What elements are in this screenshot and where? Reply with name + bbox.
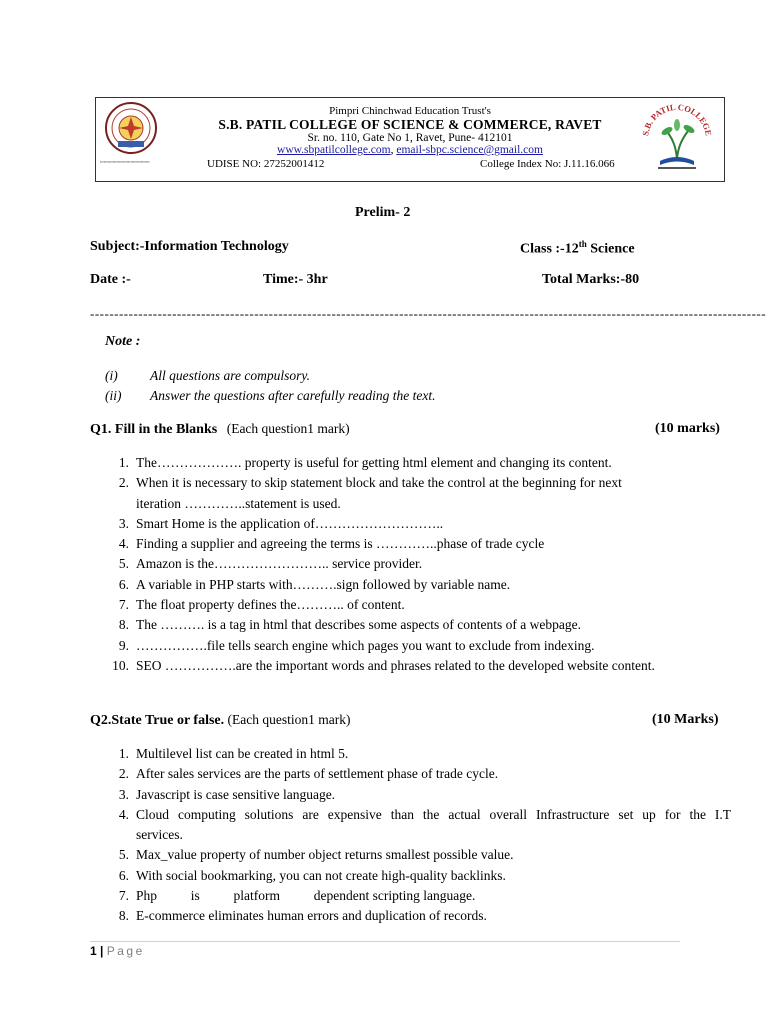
note-marker-2: (ii) [105,388,122,403]
sb-patil-college-logo [636,101,718,175]
footer-divider [90,941,680,942]
trust-name: Pimpri Chinchwad Education Trust's [329,105,491,117]
date-label: Date :- [90,272,131,287]
q1-instruction: (Each question1 mark) [226,421,350,436]
q2-heading [90,712,351,729]
divider-line: -------------------------------------------------------------------------------------------------------------------------------------------- [90,306,767,321]
website-link[interactable]: www.sbpatilcollege.com [277,144,391,156]
list-item: 4. Cloud computing solutions are expensive than the actual overall Infrastructure set up for the I.T services. [118,806,731,843]
college-index-number: College Index No: J.11.16.066 [480,158,615,170]
college-name: S.B. PATIL COLLEGE OF SCIENCE & COMMERCE, RAVET [218,117,602,132]
college-header [95,97,725,182]
time-label: Time:- 3hr [263,272,328,287]
link-separator: , [390,144,397,156]
udise-number: UDISE NO: 27252001412 [207,158,325,170]
list-item: 3. Javascript is case sensitive language. [118,786,336,802]
list-item: 2. After sales services are the parts of settlement phase of trade cycle. [118,766,499,782]
exam-title: Prelim- 2 [355,205,411,220]
list-item: 2. When it is necessary to skip statement block and take the control at the beginning for next iteration …………..statement is used. [118,475,622,511]
note-label: Note : [105,334,141,349]
list-item: 6. A variable in PHP starts with……….sign followed by variable name. [118,576,511,592]
list-item: 5. Max_value property of number object returns smallest possible value. [118,847,514,863]
emblem-caption: ▪▪▪▪▪▪▪▪▪▪▪▪▪▪▪▪▪▪▪▪▪▪▪▪▪▪▪▪▪▪▪▪▪▪▪▪▪▪▪ [100,160,150,164]
q2-title: Q2.State True or false. [90,713,225,728]
page-number: 1 [90,944,97,958]
list-item: 8. E-commerce eliminates human errors and duplication of records. [118,908,487,924]
list-item: 7. Php is platform dependent scripting language. [118,888,476,904]
list-item: 1. Multilevel list can be created in html 5. [118,746,349,761]
page-footer [90,944,145,958]
q1-marks: (10 marks) [655,421,720,436]
q1-list [107,453,727,676]
list-item: 4. Finding a supplier and agreeing the terms is …………..phase of trade cycle [118,536,545,552]
list-item: 3. Smart Home is the application of……………………….. [118,515,444,531]
list-item: 1. The………………. property is useful for getting html element and changing its content. [118,455,612,470]
q1-heading [90,421,350,438]
class-label: Class :-12th Science [520,239,635,257]
list-item: 10. SEO …………….are the important words and phrases related to the developed website content. [112,657,655,673]
list-item: 6. With social bookmarking, you can not create high-quality backlinks. [118,867,506,883]
q2-marks: (10 Marks) [652,712,719,727]
note-text-1: All questions are compulsory. [150,368,310,383]
list-item: 8. The ………. is a tag in html that describes some aspects of contents of a webpage. [118,617,582,633]
page-label: Page [106,944,145,958]
logo-arc-text: S.B. PATIL COLLEGE [640,101,714,137]
subject-label: Subject:-Information Technology [90,239,289,254]
note-text-2: Answer the questions after carefully reading the text. [150,388,436,403]
q1-title: Q1. Fill in the Blanks [90,422,218,437]
footer-separator: | [96,944,107,958]
q2-list [107,744,731,927]
email-link[interactable]: email-sbpc.science@gmail.com [396,144,543,156]
q2-instruction: (Each question1 mark) [224,712,351,727]
college-address: Sr. no. 110, Gate No 1, Ravet, Pune- 412101 [307,132,513,144]
note-marker-1: (i) [105,368,118,383]
list-item: 9. …………….file tells search engine which pages you want to exclude from indexing. [118,637,595,653]
contact-links [96,144,724,156]
list-item: 7. The float property defines the……….. of content. [118,597,405,613]
list-item: 5. Amazon is the…………………….. service provider. [118,556,423,572]
total-marks-label: Total Marks:-80 [542,272,640,287]
